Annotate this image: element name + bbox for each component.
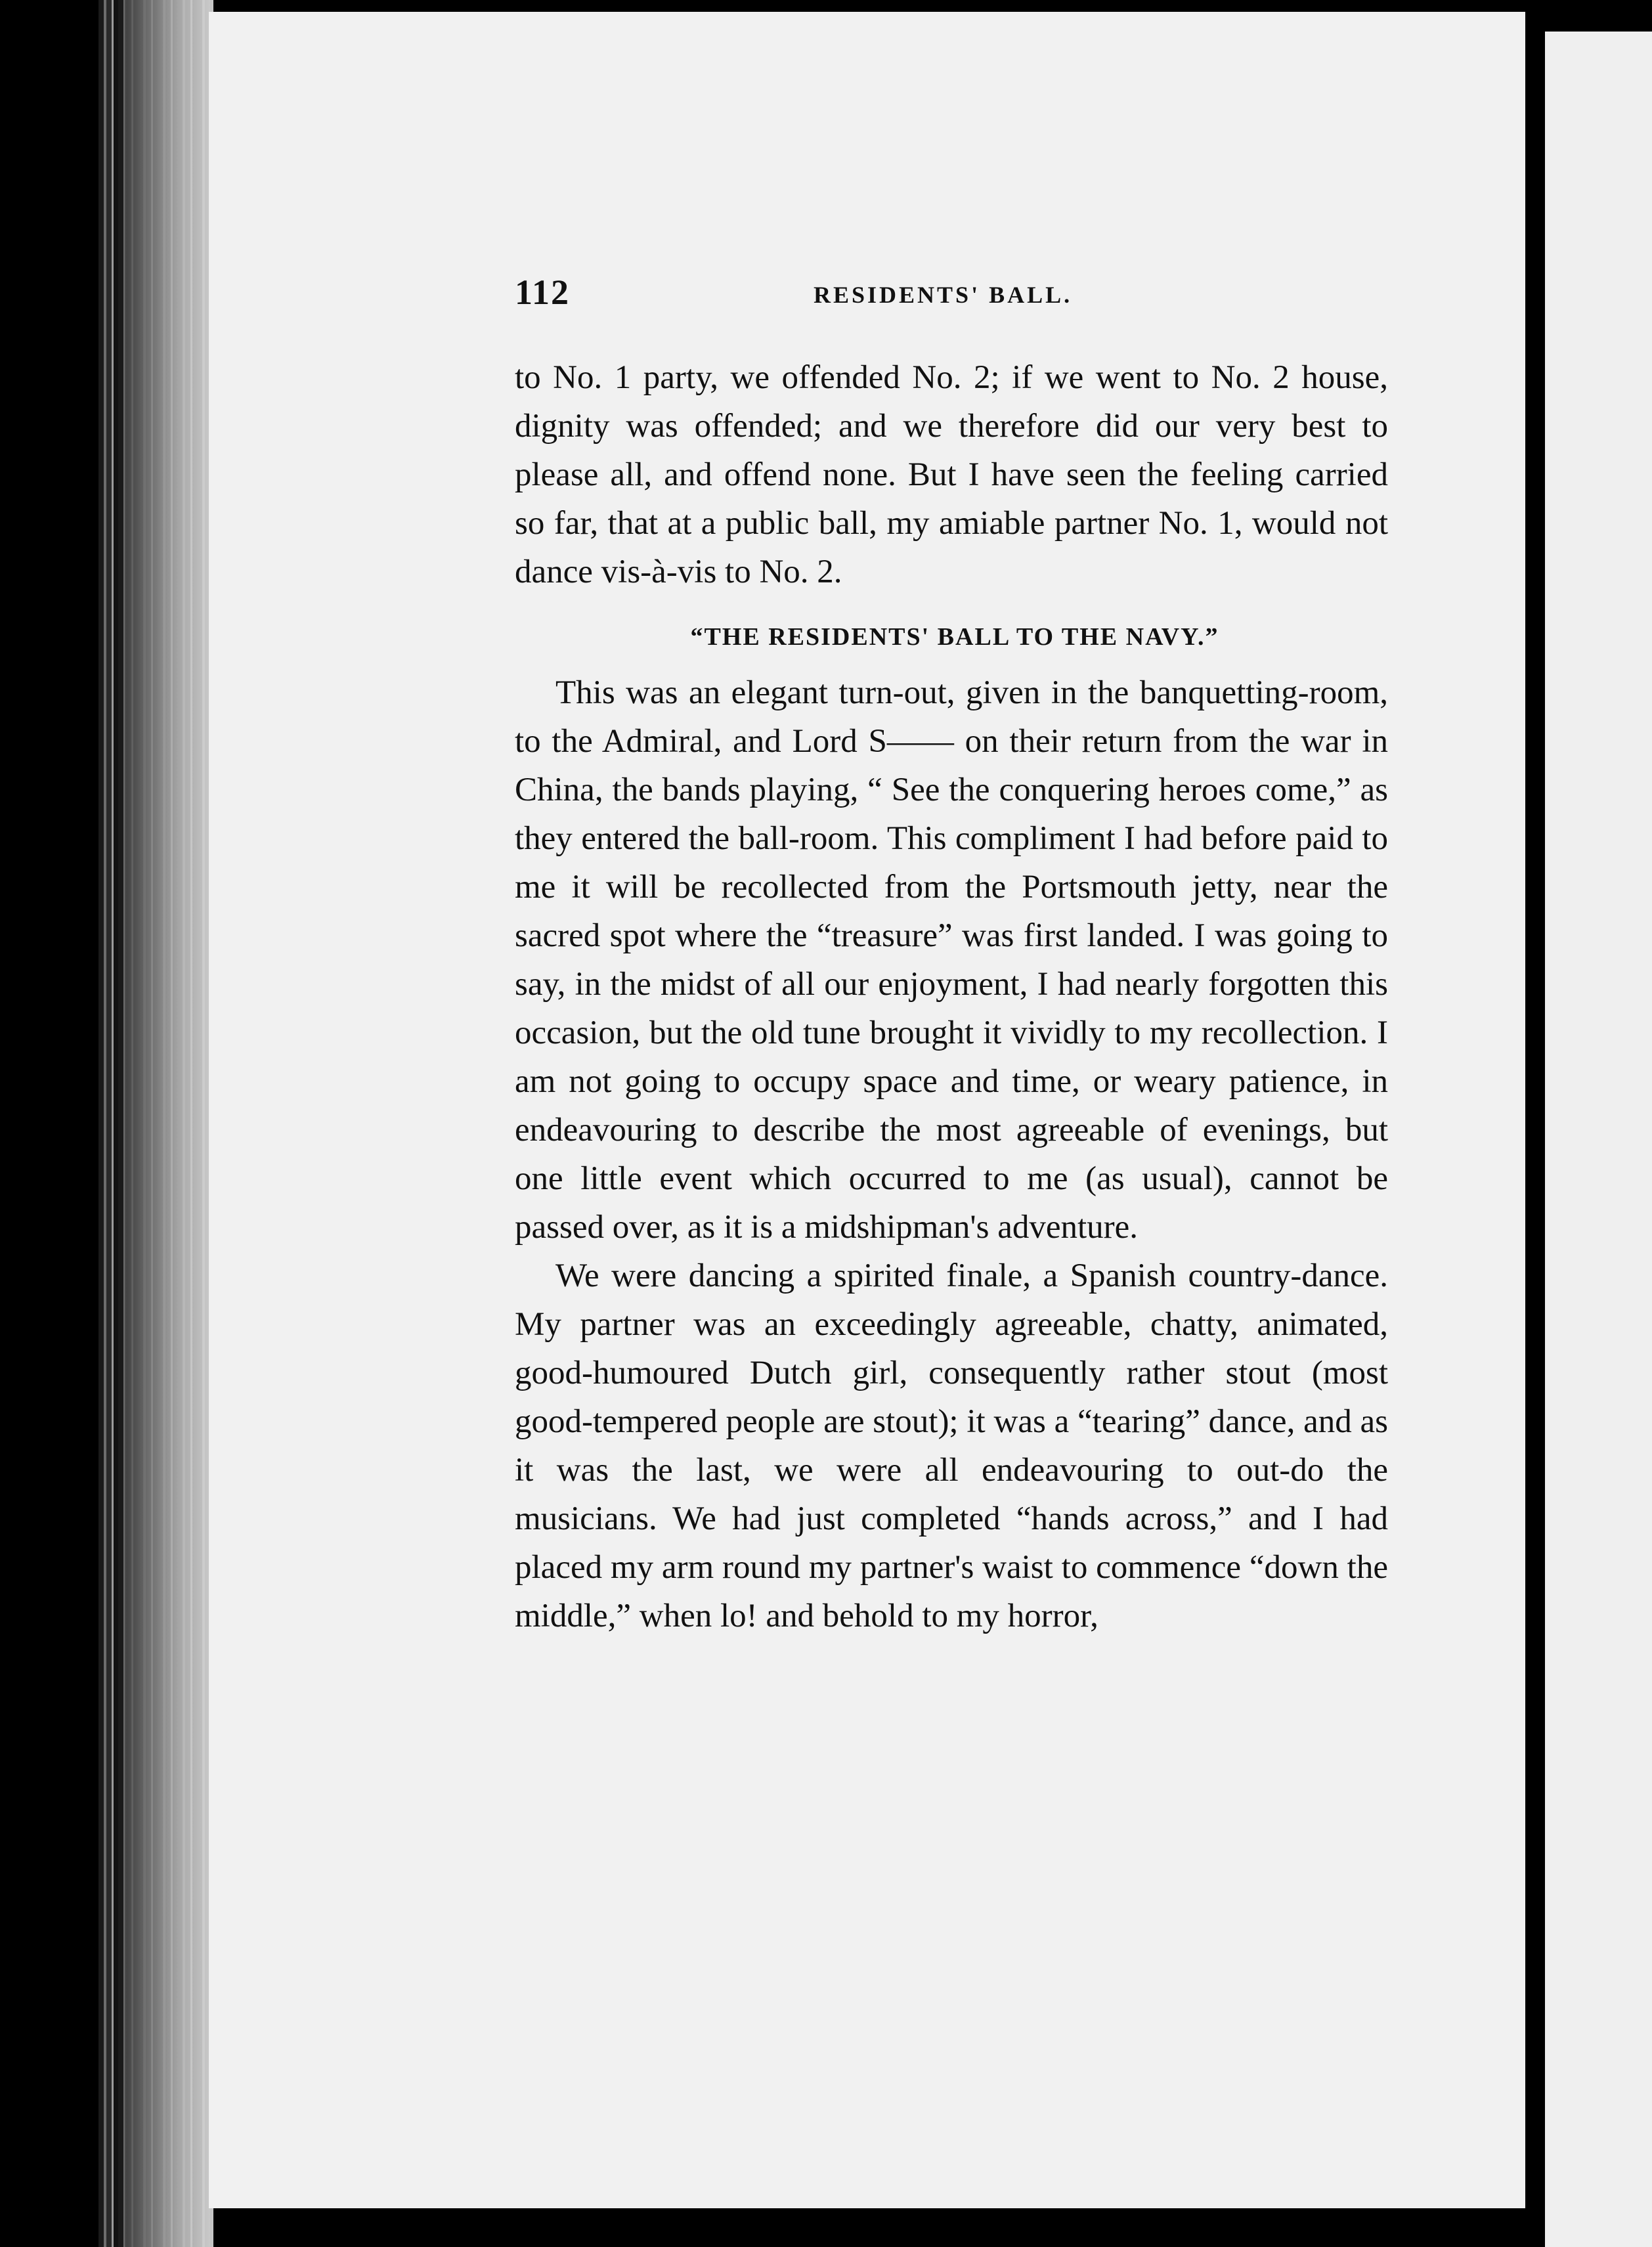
page-text-block (515, 272, 1388, 1640)
running-title: RESIDENTS' BALL. (814, 282, 1073, 308)
facing-page-edge (1545, 32, 1652, 2247)
book-gutter-shadow (125, 0, 213, 2247)
running-head (515, 272, 1388, 324)
section-heading: “THE RESIDENTS' BALL TO THE NAVY.” (690, 623, 1219, 651)
paragraph-continued: to No. 1 party, we offended No. 2; if we went to No. 2 house, dignity was offended; and we therefore did our very best to please all, and offend none. But I have seen the feeling carried so far, that at a public ball, my amiable partner No. 1, would not dance vis-à-vis to No. 2. (515, 359, 1388, 590)
page-number: 112 (515, 273, 571, 312)
paragraph-country-dance: We were dancing a spirited finale, a Spanish country-dance. My partner was an exceedingly agreeable, chatty, animated, good-humoured Dutch girl, consequently rather stout (most good-tempered people are stout); it was a “tearing” dance, and as it was the last, we were all endeavouring to out-do the musicians. We had just completed “hands across,” and I had placed my arm round my partner's waist to commence “down the middle,” when lo! and behold to my horror, (515, 1257, 1388, 1634)
paragraph-residents-ball: This was an elegant turn-out, given in the banquetting-room, to the Admiral, and Lord S—— on their return from the war in China, the bands playing, “ See the conquering heroes come,” as they entered the ball-room. This compliment I had before paid to me it will be recollected from the Portsmouth jetty, near the sacred spot where the “treasure” was first landed. I was going to say, in the midst of all our enjoyment, I had nearly forgotten this occasion, but the old tune brought it vividly to my recollection. I am not going to occupy space and time, or weary patience, in endeavouring to describe the most agreeable of evenings, but one little event which occurred to me (as usual), cannot be passed over, as it is a midshipman's adventure. (515, 674, 1388, 1246)
